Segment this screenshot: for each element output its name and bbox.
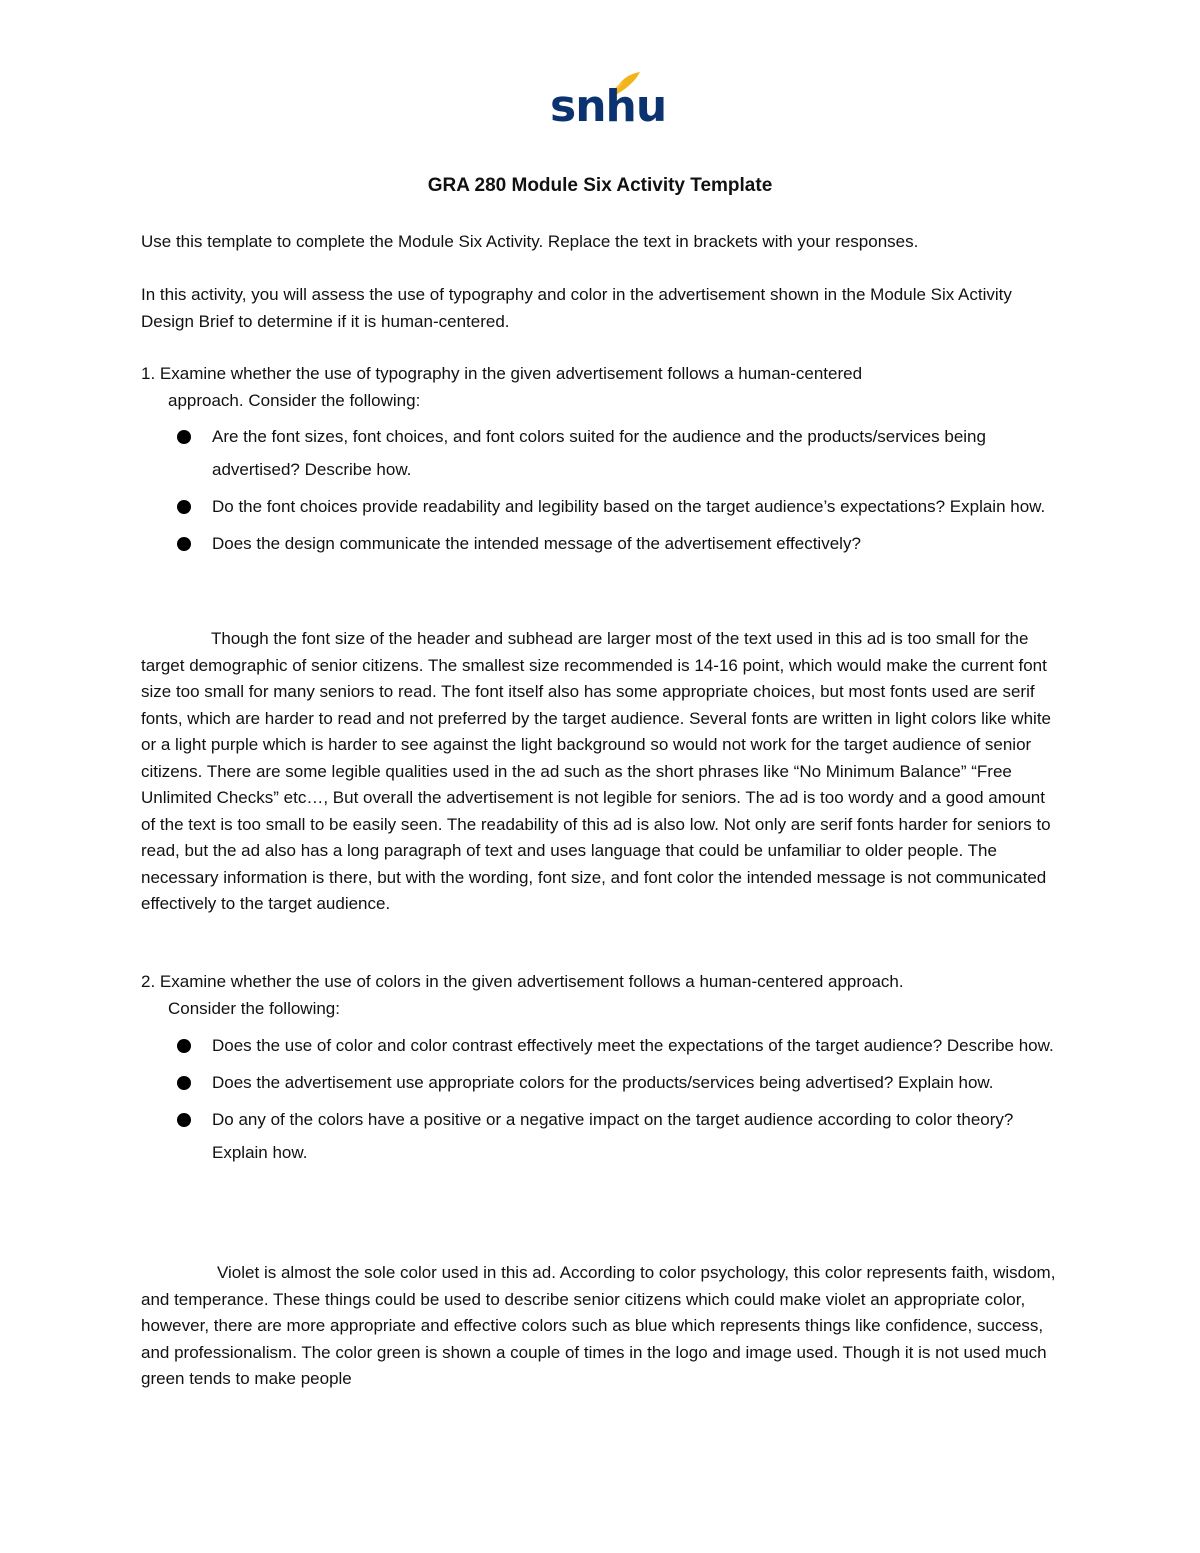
question-1-line2: approach. Consider the following: [168,390,421,410]
list-item: Does the design communicate the intended message of the advertisement effectively? [175,527,1055,560]
question-2-line1: Examine whether the use of colors in the given advertisement follows a human-centered approach. [159,972,904,991]
question-1-line1: Examine whether the use of typography in the given advertisement follows a human-centered [159,364,863,383]
question-2-bullets [175,1029,1055,1173]
question-2-number: 2. [141,972,156,991]
page-title: GRA 280 Module Six Activity Template [427,175,773,196]
answer-1-paragraph: Though the font size of the header and subhead are larger most of the text used in this ad is too small for the target demographic of senior citizens. The smallest size recommended is 14-16 point, which would make the current font size too small for many seniors to read. The font itself also has some appropriate choices, but most fonts used are serif fonts, which are harder to read and not preferred by the target audience. Several fonts are written in light colors like white or a light purple which is harder to see against the light background so would not work for the target audience of senior citizens. There are some legible qualities used in the ad such as the short phrases like “No Minimum Balance” “Free Unlimited Checks” etc…, But overall the advertisement is not legible for seniors. The ad is too wordy and a good amount of the text is too small to be easily seen. The readability of this ad is also low. Not only are serif fonts harder for seniors to read, but the ad also has a long paragraph of text and uses language that could be unfamiliar to older people. The necessary information is there, but with the wording, font size, and font color the intended message is not communicated effectively to the target audience. [141,629,1051,913]
bullet-icon [177,1113,191,1127]
list-item: Are the font sizes, font choices, and font colors suited for the audience and the products/services being advertised? Describe how. [175,420,1055,486]
context-text: In this activity, you will assess the use of typography and color in the advertisement shown in the Module Six Activity Design Brief to determine if it is human-centered. [141,285,1012,331]
bullet-icon [177,1076,191,1090]
bullet-icon [177,500,191,514]
list-item: Do any of the colors have a positive or a negative impact on the target audience according to color theory? Explain how. [175,1103,1055,1169]
snhu-logo [550,68,667,138]
question-2 [141,969,1061,1022]
bullet-icon [177,537,191,551]
question-2-line2: Consider the following: [168,998,340,1018]
bullet-icon [177,430,191,444]
question-1-bullets [175,420,1055,564]
question-1-number: 1. [141,364,156,383]
logo-wordmark: snhu [550,81,667,132]
question-1 [141,361,1061,414]
intro-text: Use this template to complete the Module Six Activity. Replace the text in brackets with your responses. [141,232,919,251]
answer-2-paragraph: Violet is almost the sole color used in this ad. According to color psychology, this color represents faith, wisdom, and temperance. These things could be used to describe senior citizens which could make violet an appropriate color, however, there are more appropriate and effective colors such as blue which represents things like confidence, success, and professionalism. The color green is shown a couple of times in the logo and image used. Though it is not used much green tends to make people [141,1263,1056,1388]
list-item: Do the font choices provide readability and legibility based on the target audience’s expectations? Explain how. [175,490,1055,523]
bullet-icon [177,1039,191,1053]
list-item: Does the use of color and color contrast effectively meet the expectations of the target audience? Describe how. [175,1029,1055,1062]
list-item: Does the advertisement use appropriate colors for the products/services being advertised? Explain how. [175,1066,1055,1099]
